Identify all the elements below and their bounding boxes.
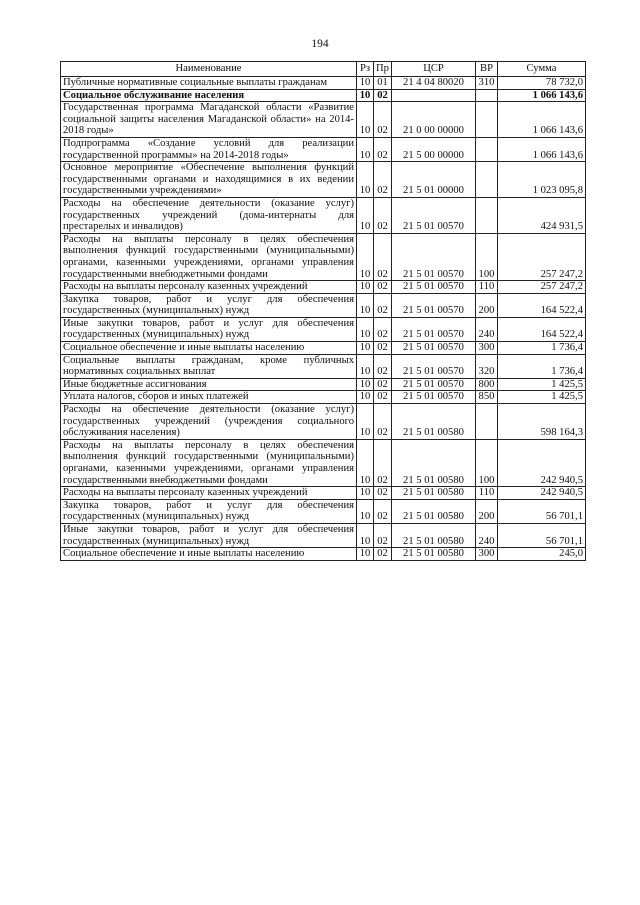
table-row <box>61 523 586 547</box>
row-vr-cell: 850 <box>476 391 498 404</box>
row-name-cell: Расходы на выплаты персоналу казенных учреждений <box>61 487 357 500</box>
row-sum-cell: 245,0 <box>498 548 586 561</box>
row-vr-cell <box>476 89 498 102</box>
row-csr-cell: 21 5 01 00570 <box>392 281 476 294</box>
row-pr-cell: 02 <box>374 439 392 486</box>
row-vr-cell: 200 <box>476 293 498 317</box>
header-pr: Пр <box>374 62 392 77</box>
row-pr-cell: 02 <box>374 499 392 523</box>
table-row <box>61 378 586 391</box>
row-vr-cell: 320 <box>476 354 498 378</box>
row-name-cell: Социальное обеспечение и иные выплаты населению <box>61 342 357 355</box>
table-row <box>61 197 586 233</box>
row-name-cell: Расходы на обеспечение деятельности (оказание услуг) государственных учреждений (учреждения социального обслуживания населения) <box>61 404 357 440</box>
row-vr-cell <box>476 162 498 198</box>
table-row <box>61 439 586 486</box>
row-pr-cell: 02 <box>374 342 392 355</box>
row-rz-cell: 10 <box>357 233 374 280</box>
row-csr-cell: 21 4 04 80020 <box>392 77 476 90</box>
row-pr-cell: 02 <box>374 487 392 500</box>
row-rz-cell: 10 <box>357 137 374 161</box>
row-rz-cell: 10 <box>357 378 374 391</box>
table-row <box>61 162 586 198</box>
row-pr-cell: 02 <box>374 548 392 561</box>
row-rz-cell: 10 <box>357 404 374 440</box>
row-csr-cell: 21 5 00 00000 <box>392 137 476 161</box>
row-csr-cell: 21 5 01 00570 <box>392 342 476 355</box>
row-vr-cell: 240 <box>476 317 498 341</box>
row-rz-cell: 10 <box>357 317 374 341</box>
row-vr-cell: 310 <box>476 77 498 90</box>
row-sum-cell: 56 701,1 <box>498 499 586 523</box>
row-pr-cell: 02 <box>374 293 392 317</box>
row-sum-cell: 257 247,2 <box>498 233 586 280</box>
row-pr-cell: 02 <box>374 404 392 440</box>
budget-table <box>60 61 586 561</box>
row-csr-cell: 21 5 01 00570 <box>392 293 476 317</box>
row-pr-cell: 02 <box>374 137 392 161</box>
page-number: 194 <box>311 38 329 50</box>
table-header-row <box>61 62 586 77</box>
table-row <box>61 77 586 90</box>
row-name-cell: Закупка товаров, работ и услуг для обеспечения государственных (муниципальных) нужд <box>61 293 357 317</box>
row-rz-cell: 10 <box>357 523 374 547</box>
row-csr-cell: 21 5 01 00000 <box>392 162 476 198</box>
row-vr-cell <box>476 197 498 233</box>
row-vr-cell <box>476 404 498 440</box>
row-sum-cell: 598 164,3 <box>498 404 586 440</box>
table-row <box>61 137 586 161</box>
table-row <box>61 499 586 523</box>
row-name-cell: Закупка товаров, работ и услуг для обеспечения государственных (муниципальных) нужд <box>61 499 357 523</box>
row-pr-cell: 02 <box>374 89 392 102</box>
row-vr-cell <box>476 137 498 161</box>
row-vr-cell: 100 <box>476 233 498 280</box>
row-csr-cell: 21 5 01 00580 <box>392 487 476 500</box>
row-csr-cell: 21 5 01 00580 <box>392 499 476 523</box>
table-row <box>61 317 586 341</box>
row-rz-cell: 10 <box>357 499 374 523</box>
row-sum-cell: 1 736,4 <box>498 342 586 355</box>
row-name-cell: Иные закупки товаров, работ и услуг для обеспечения государственных (муниципальных) нужд <box>61 523 357 547</box>
table-row <box>61 404 586 440</box>
row-name-cell: Государственная программа Магаданской области «Развитие социальной защиты населения Магаданской области» на 2014-2018 годы» <box>61 102 357 138</box>
header-vr: ВР <box>476 62 498 77</box>
row-name-cell: Расходы на выплаты персоналу в целях обеспечения выполнения функций государственными (муниципальными) органами, казенными учреждениями, органами управления государственными внебюджетными фондами <box>61 233 357 280</box>
row-pr-cell: 02 <box>374 162 392 198</box>
row-pr-cell: 01 <box>374 77 392 90</box>
table-row <box>61 233 586 280</box>
row-sum-cell: 164 522,4 <box>498 293 586 317</box>
row-sum-cell: 1 425,5 <box>498 391 586 404</box>
table-row <box>61 391 586 404</box>
table-body <box>61 77 586 561</box>
header-name: Наименование <box>61 62 357 77</box>
table-row <box>61 342 586 355</box>
row-rz-cell: 10 <box>357 391 374 404</box>
row-pr-cell: 02 <box>374 523 392 547</box>
row-sum-cell: 257 247,2 <box>498 281 586 294</box>
row-csr-cell: 21 5 01 00570 <box>392 391 476 404</box>
row-pr-cell: 02 <box>374 281 392 294</box>
table-row <box>61 102 586 138</box>
row-csr-cell: 21 5 01 00580 <box>392 523 476 547</box>
row-pr-cell: 02 <box>374 317 392 341</box>
row-pr-cell: 02 <box>374 391 392 404</box>
row-name-cell: Публичные нормативные социальные выплаты гражданам <box>61 77 357 90</box>
row-rz-cell: 10 <box>357 102 374 138</box>
row-name-cell: Основное мероприятие «Обеспечение выполнения функций государственными органами и находящимися в их ведении государственными учреждениями» <box>61 162 357 198</box>
row-rz-cell: 10 <box>357 89 374 102</box>
row-rz-cell: 10 <box>357 293 374 317</box>
row-vr-cell: 300 <box>476 342 498 355</box>
row-vr-cell: 300 <box>476 548 498 561</box>
table-row <box>61 354 586 378</box>
header-sum: Сумма <box>498 62 586 77</box>
row-csr-cell: 21 5 01 00570 <box>392 197 476 233</box>
row-sum-cell: 1 066 143,6 <box>498 89 586 102</box>
row-name-cell: Расходы на обеспечение деятельности (оказание услуг) государственных учреждений (дома-интернаты для престарелых и инвалидов) <box>61 197 357 233</box>
row-name-cell: Социальное обслуживание населения <box>61 89 357 102</box>
row-sum-cell: 1 066 143,6 <box>498 102 586 138</box>
header-csr: ЦСР <box>392 62 476 77</box>
table-row <box>61 281 586 294</box>
header-rz: Рз <box>357 62 374 77</box>
table-row <box>61 89 586 102</box>
row-rz-cell: 10 <box>357 281 374 294</box>
row-rz-cell: 10 <box>357 487 374 500</box>
row-sum-cell: 1 023 095,8 <box>498 162 586 198</box>
table-row <box>61 548 586 561</box>
row-csr-cell: 21 5 01 00580 <box>392 404 476 440</box>
row-rz-cell: 10 <box>357 439 374 486</box>
row-csr-cell: 21 5 01 00570 <box>392 317 476 341</box>
row-sum-cell: 242 940,5 <box>498 487 586 500</box>
row-sum-cell: 164 522,4 <box>498 317 586 341</box>
row-csr-cell: 21 5 01 00580 <box>392 548 476 561</box>
row-csr-cell: 21 5 01 00570 <box>392 233 476 280</box>
row-pr-cell: 02 <box>374 197 392 233</box>
table-row <box>61 293 586 317</box>
row-name-cell: Уплата налогов, сборов и иных платежей <box>61 391 357 404</box>
row-pr-cell: 02 <box>374 354 392 378</box>
table-row <box>61 487 586 500</box>
row-sum-cell: 78 732,0 <box>498 77 586 90</box>
row-csr-cell: 21 5 01 00570 <box>392 378 476 391</box>
row-name-cell: Социальные выплаты гражданам, кроме публичных нормативных социальных выплат <box>61 354 357 378</box>
row-rz-cell: 10 <box>357 354 374 378</box>
row-sum-cell: 1 066 143,6 <box>498 137 586 161</box>
row-rz-cell: 10 <box>357 342 374 355</box>
row-pr-cell: 02 <box>374 378 392 391</box>
row-vr-cell <box>476 102 498 138</box>
row-pr-cell: 02 <box>374 102 392 138</box>
row-vr-cell: 240 <box>476 523 498 547</box>
row-name-cell: Расходы на выплаты персоналу казенных учреждений <box>61 281 357 294</box>
row-rz-cell: 10 <box>357 77 374 90</box>
row-vr-cell: 800 <box>476 378 498 391</box>
row-sum-cell: 424 931,5 <box>498 197 586 233</box>
row-rz-cell: 10 <box>357 197 374 233</box>
row-name-cell: Иные бюджетные ассигнования <box>61 378 357 391</box>
row-name-cell: Подпрограмма «Создание условий для реализации государственной программы» на 2014-2018 годы» <box>61 137 357 161</box>
row-name-cell: Иные закупки товаров, работ и услуг для обеспечения государственных (муниципальных) нужд <box>61 317 357 341</box>
row-rz-cell: 10 <box>357 162 374 198</box>
row-vr-cell: 200 <box>476 499 498 523</box>
row-rz-cell: 10 <box>357 548 374 561</box>
row-csr-cell: 21 5 01 00570 <box>392 354 476 378</box>
row-sum-cell: 242 940,5 <box>498 439 586 486</box>
row-csr-cell: 21 5 01 00580 <box>392 439 476 486</box>
row-vr-cell: 100 <box>476 439 498 486</box>
row-vr-cell: 110 <box>476 281 498 294</box>
row-sum-cell: 1 425,5 <box>498 378 586 391</box>
row-name-cell: Расходы на выплаты персоналу в целях обеспечения выполнения функций государственными (муниципальными) органами, казенными учреждениями, органами управления государственными внебюджетными фондами <box>61 439 357 486</box>
row-name-cell: Социальное обеспечение и иные выплаты населению <box>61 548 357 561</box>
row-csr-cell <box>392 89 476 102</box>
row-sum-cell: 56 701,1 <box>498 523 586 547</box>
row-csr-cell: 21 0 00 00000 <box>392 102 476 138</box>
row-sum-cell: 1 736,4 <box>498 354 586 378</box>
row-pr-cell: 02 <box>374 233 392 280</box>
row-vr-cell: 110 <box>476 487 498 500</box>
